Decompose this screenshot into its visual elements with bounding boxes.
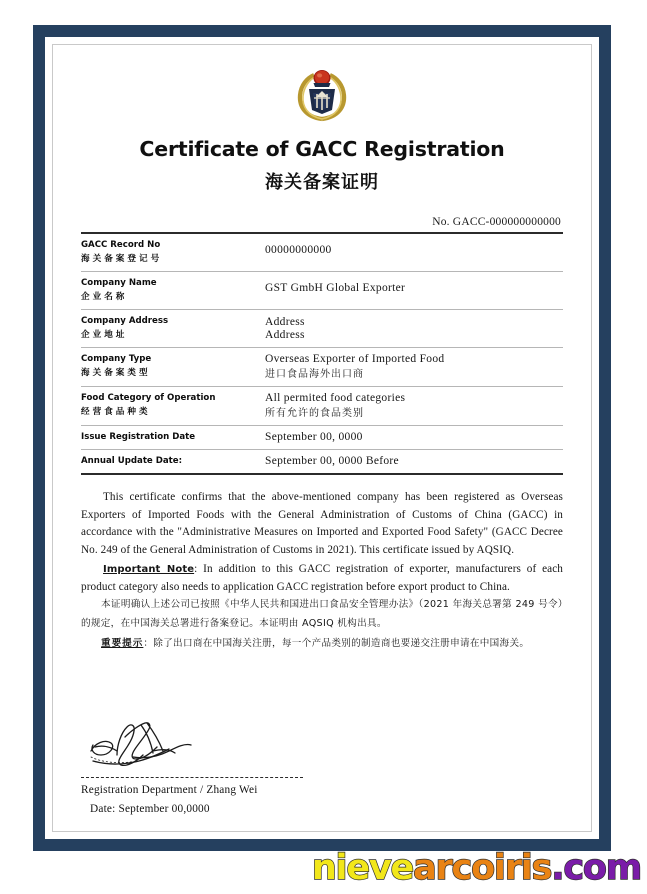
important-note-label-en: Important Note <box>103 564 195 575</box>
table-row <box>81 348 563 387</box>
row-label-en: Annual Update Date: <box>81 456 183 466</box>
row-label-cn: 企业名称 <box>81 292 128 302</box>
watermark-part-1: nieve <box>311 848 414 888</box>
row-label-cell <box>81 450 265 475</box>
row-label-en: Food Category of Operation <box>81 393 216 403</box>
watermark-part-3: .com <box>551 848 641 888</box>
row-label-cn: 海关备案登记号 <box>81 254 163 264</box>
important-note-text-cn: ：除了出口商在中国海关注册，每一个产品类别的制造商也要递交注册申请在中国海关。 <box>143 638 530 649</box>
handwritten-signature-icon <box>81 717 411 775</box>
table-row <box>81 387 563 426</box>
important-note-chinese <box>81 635 563 654</box>
signature-department: Registration Department / Zhang Wei <box>81 784 258 796</box>
row-label-cn: 海关备案类型 <box>81 368 151 378</box>
important-note-english <box>81 561 563 596</box>
row-value-cell <box>265 233 563 272</box>
row-label-en: Company Name <box>81 278 157 288</box>
row-value-en: 00000000000 <box>265 244 332 256</box>
row-label-en: Company Address <box>81 316 169 326</box>
row-label-en: Company Type <box>81 354 152 364</box>
certificate-page <box>53 45 591 831</box>
row-value-en: GST GmbH Global Exporter <box>265 282 406 294</box>
page-title-chinese: 海关备案证明 <box>265 172 379 193</box>
row-value-cn: 所有允许的食品类别 <box>265 408 364 419</box>
row-label-cell <box>81 426 265 450</box>
row-value-en-second: Address <box>265 329 305 341</box>
table-row <box>81 233 563 272</box>
table-row <box>81 310 563 348</box>
certificate-inner-frame <box>52 44 592 832</box>
site-watermark <box>312 848 641 888</box>
row-label-en: GACC Record No <box>81 240 161 250</box>
row-value-en: Overseas Exporter of Imported Food <box>265 353 445 365</box>
row-value-en: September 00, 0000 <box>265 431 363 443</box>
signature-date: Date: September 00,0000 <box>90 803 210 815</box>
row-value-cell <box>265 426 563 450</box>
row-label-cn: 企业地址 <box>81 330 128 340</box>
row-label-cell <box>81 272 265 310</box>
certificate-body-text <box>81 489 563 654</box>
important-note-text-en: : In addition to this GACC registration of exporter, manufacturers of each product category also needs to application GACC registration before export product to China. <box>81 563 563 593</box>
page-title-english: Certificate of GACC Registration <box>139 137 505 161</box>
row-label-cell <box>81 387 265 426</box>
important-note-label-cn: 重要提示 <box>101 638 144 649</box>
row-label-cell <box>81 348 265 387</box>
watermark-part-2: arcoiris <box>413 848 552 888</box>
row-label-cell <box>81 310 265 348</box>
signature-divider <box>81 777 303 778</box>
row-value-cell <box>265 310 563 348</box>
row-value-en: All permited food categories <box>265 392 406 404</box>
row-value-cell <box>265 348 563 387</box>
row-value-cell <box>265 272 563 310</box>
row-value-en: Address <box>265 316 305 328</box>
signature-block <box>81 717 411 815</box>
row-label-cn: 经营食品种类 <box>81 407 151 417</box>
table-row <box>81 426 563 450</box>
row-value-en: September 00, 0000 Before <box>265 455 399 467</box>
row-value-cell <box>265 450 563 475</box>
row-value-cn: 进口食品海外出口商 <box>265 369 364 380</box>
body-paragraph-chinese: 本证明确认上述公司已按照《中华人民共和国进出口食品安全管理办法》（2021 年海关总署第 249 号令）的规定，在中国海关总署进行备案登记。本证明由 AQSIQ 机构出具。 <box>81 599 563 629</box>
china-customs-emblem-icon <box>296 69 348 123</box>
certificate-outer-frame <box>33 25 611 851</box>
registration-details-table <box>81 232 563 475</box>
row-label-cell <box>81 233 265 272</box>
row-label-en: Issue Registration Date <box>81 432 196 442</box>
emblem-container <box>81 59 563 129</box>
table-row <box>81 450 563 475</box>
table-row <box>81 272 563 310</box>
row-value-cell <box>265 387 563 426</box>
certificate-serial-number: No. GACC-000000000000 <box>432 216 561 228</box>
body-paragraph-english: This certificate confirms that the above-mentioned company has been registered as Overseas Exporters of Imported Foods with the General Administration of Customs of China (GACC) in accordance with the "Administrative Measures on Imported and Exported Food Safety" (GACC Decree No. 249 of the General Administration of Customs in 2021). This certificate issued by AQSIQ. <box>81 491 563 556</box>
